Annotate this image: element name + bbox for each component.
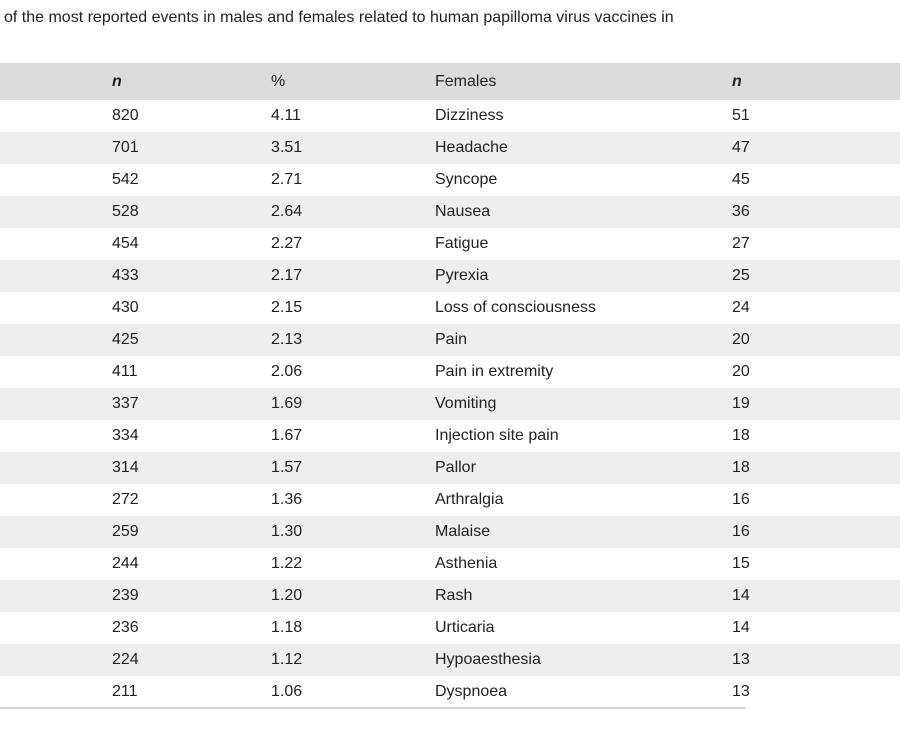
cell-n-female: 13 [732,683,750,700]
cell-n-male: 259 [112,523,139,540]
header-n-male: n [112,72,122,90]
cell-n-male: 542 [112,171,139,188]
cell-female-event: Pain in extremity [435,363,554,380]
cell-blank [0,132,112,164]
table-row [0,452,900,484]
cell-n-male: 239 [112,587,139,604]
cell-n-female: 51 [732,107,750,124]
cell-n-female: 14 [732,619,750,636]
table-caption: of the most reported events in males and females related to human papilloma virus vaccines in [4,9,674,26]
cell-n-male: 236 [112,619,139,636]
cell-female-event: Nausea [435,203,491,220]
cell-n-female: 19 [732,395,750,412]
cell-female-event: Dyspnoea [435,683,508,700]
cell-blank [0,420,112,452]
cell-female-event: Urticaria [435,619,495,636]
cell-percent-male: 2.06 [271,363,303,380]
cell-n-male: 430 [112,299,139,316]
table-body [0,100,900,708]
cell-female-event: Dizziness [435,107,504,124]
cell-n-female: 36 [732,203,750,220]
adverse-events-table [0,63,900,708]
cell-n-female: 20 [732,363,750,380]
cell-blank [0,580,112,612]
cell-percent-male: 2.71 [271,171,303,188]
header-females: Females [435,72,497,90]
header-n-female: n [732,72,742,90]
table-row [0,548,900,580]
cell-n-male: 224 [112,651,139,668]
header-percent: % [271,72,286,90]
table-row [0,292,900,324]
table-row [0,356,900,388]
table-bottom-rule [0,707,746,709]
cell-blank [0,644,112,676]
cell-n-male: 314 [112,459,139,476]
table-row [0,324,900,356]
table-row [0,228,900,260]
cell-female-event: Fatigue [435,235,489,252]
cell-n-male: 211 [112,683,138,700]
cell-blank [0,324,112,356]
table-row [0,644,900,676]
table-row [0,164,900,196]
cell-blank [0,612,112,644]
cell-n-female: 25 [732,267,750,284]
cell-female-event: Syncope [435,171,498,188]
cell-n-female: 27 [732,235,750,252]
cell-n-male: 334 [112,427,139,444]
cell-blank [0,484,112,516]
cell-percent-male: 2.27 [271,235,303,252]
cell-blank [0,356,112,388]
cell-female-event: Headache [435,139,508,156]
table-row [0,580,900,612]
cell-percent-male: 2.15 [271,299,303,316]
table-row [0,676,900,708]
cell-female-event: Injection site pain [435,427,559,444]
cell-n-female: 13 [732,651,750,668]
cell-female-event: Arthralgia [435,491,504,508]
cell-female-event: Rash [435,587,473,604]
cell-blank [0,164,112,196]
cell-n-male: 411 [112,363,138,380]
cell-n-male: 272 [112,491,139,508]
table-row [0,260,900,292]
cell-blank [0,228,112,260]
cell-percent-male: 1.36 [271,491,303,508]
cell-n-female: 24 [732,299,750,316]
cell-percent-male: 1.20 [271,587,303,604]
cell-female-event: Asthenia [435,555,498,572]
cell-n-female: 18 [732,427,750,444]
cell-percent-male: 3.51 [271,139,303,156]
cell-percent-male: 1.67 [271,427,303,444]
cell-female-event: Malaise [435,523,491,540]
cell-blank [0,292,112,324]
cell-percent-male: 2.13 [271,331,303,348]
table-header-row [0,63,900,100]
cell-percent-male: 1.22 [271,555,303,572]
table-row [0,388,900,420]
cell-blank [0,196,112,228]
cell-female-event: Pain [435,331,468,348]
cell-percent-male: 1.69 [271,395,303,412]
cell-percent-male: 1.06 [271,683,303,700]
cell-blank [0,100,112,132]
cell-n-female: 47 [732,139,750,156]
cell-percent-male: 1.30 [271,523,303,540]
table-row [0,420,900,452]
cell-n-male: 820 [112,107,139,124]
cell-n-male: 244 [112,555,139,572]
cell-n-female: 20 [732,331,750,348]
cell-n-male: 337 [112,395,139,412]
cell-n-male: 433 [112,267,139,284]
cell-percent-male: 1.57 [271,459,303,476]
cell-n-female: 18 [732,459,750,476]
cell-n-female: 16 [732,491,750,508]
table-row [0,132,900,164]
cell-female-event: Pyrexia [435,267,489,284]
cell-n-male: 425 [112,331,139,348]
cell-female-event: Pallor [435,459,476,476]
table-row [0,612,900,644]
table-row [0,100,900,132]
table-row [0,196,900,228]
cell-percent-male: 2.64 [271,203,303,220]
cell-female-event: Hypoaesthesia [435,651,541,668]
table-row [0,516,900,548]
cell-blank [0,548,112,580]
cell-n-female: 45 [732,171,750,188]
cell-blank [0,260,112,292]
cell-percent-male: 1.18 [271,619,303,636]
cell-female-event: Vomiting [435,395,497,412]
cell-n-male: 528 [112,203,139,220]
table-container [0,63,750,708]
cell-n-female: 15 [732,555,750,572]
cell-percent-male: 4.11 [271,107,301,124]
cell-percent-male: 2.17 [271,267,303,284]
cell-blank [0,452,112,484]
cell-n-female: 16 [732,523,750,540]
header-cell-blank [0,63,112,100]
cell-percent-male: 1.12 [271,651,303,668]
cell-n-male: 701 [112,139,139,156]
cell-blank [0,516,112,548]
cell-blank [0,676,112,708]
table-row [0,484,900,516]
cell-female-event: Loss of consciousness [435,299,596,316]
cell-n-female: 14 [732,587,750,604]
cell-n-male: 454 [112,235,139,252]
cell-blank [0,388,112,420]
